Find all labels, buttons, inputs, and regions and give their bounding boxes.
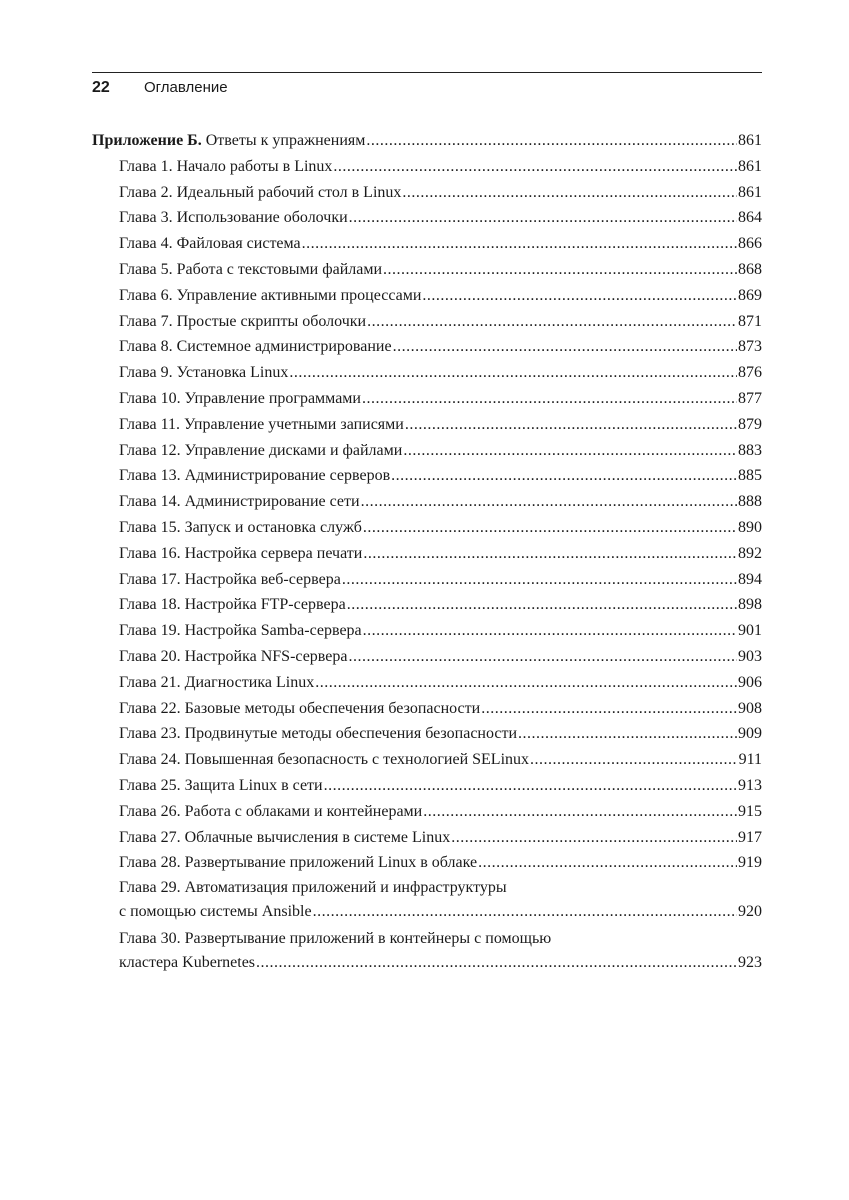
toc-entry-title: Глава 9. Установка Linux — [119, 364, 289, 382]
toc-page-number: 913 — [738, 776, 762, 794]
toc-entry-chapter-21[interactable] — [92, 670, 762, 696]
toc-entry-title: Глава 22. Базовые методы обеспечения безопасности — [119, 699, 481, 717]
toc-entry-title: Глава 13. Администрирование серверов — [119, 467, 391, 485]
leader-dots — [405, 412, 737, 438]
leader-dots — [256, 951, 737, 975]
toc-entry-title: Глава 14. Администрирование сети — [119, 493, 360, 511]
toc-page-number: 915 — [738, 802, 762, 820]
toc-entry-chapter-22[interactable] — [92, 696, 762, 722]
leader-dots — [361, 489, 737, 515]
toc-page-number: 869 — [738, 286, 762, 304]
toc-page-number: 883 — [738, 441, 762, 459]
toc-entry-title: Глава 18. Настройка FTP-сервера — [119, 596, 346, 614]
leader-dots — [383, 257, 737, 283]
toc-entry-title-line1: Глава 30. Развертывание приложений в контейнеры с помощью — [119, 930, 552, 948]
toc-page-number: 909 — [738, 725, 762, 743]
toc-entry-title: Глава 10. Управление программами — [119, 389, 361, 407]
toc-entry-chapter-29[interactable] — [92, 876, 762, 924]
toc-entry-chapter-5[interactable] — [92, 257, 762, 283]
toc-page-number: 906 — [738, 673, 762, 691]
toc-entry-chapter-7[interactable] — [92, 309, 762, 335]
leader-dots — [402, 180, 737, 206]
toc-entry-title: Глава 15. Запуск и остановка служб — [119, 518, 362, 536]
toc-page-number: 890 — [738, 518, 762, 536]
toc-entry-title: Глава 19. Настройка Samba-сервера — [119, 622, 362, 640]
toc-entry-chapter-14[interactable] — [92, 489, 762, 515]
leader-dots — [362, 386, 737, 412]
toc-entry-title: Глава 23. Продвинутые методы обеспечения безопасности — [119, 725, 518, 743]
toc-entry-chapter-30[interactable] — [92, 927, 762, 975]
leader-dots — [315, 670, 737, 696]
toc-page-number: 920 — [738, 903, 762, 921]
leader-dots — [391, 463, 737, 489]
leader-dots — [451, 825, 737, 851]
toc-page-number: 903 — [738, 647, 762, 665]
toc-page-number: 888 — [738, 493, 762, 511]
toc-entry-chapter-1[interactable] — [92, 154, 762, 180]
toc-page-number: 879 — [738, 415, 762, 433]
toc-entry-chapter-26[interactable] — [92, 799, 762, 825]
toc-entry-chapter-10[interactable] — [92, 386, 762, 412]
toc-entry-title: Глава 5. Работа с текстовыми файлами — [119, 260, 383, 278]
toc-page-number: 901 — [738, 622, 762, 640]
leader-dots — [313, 900, 737, 924]
toc-entry-chapter-4[interactable] — [92, 231, 762, 257]
leader-dots — [393, 334, 737, 360]
toc-entry-chapter-18[interactable] — [92, 592, 762, 618]
toc-entry-title: Глава 16. Настройка сервера печати — [119, 544, 363, 562]
leader-dots — [349, 205, 737, 231]
leader-dots — [363, 515, 737, 541]
toc-page-number: 892 — [738, 544, 762, 562]
toc-page-number: 908 — [738, 699, 762, 717]
toc-entry-chapter-19[interactable] — [92, 618, 762, 644]
toc-entry-title: Глава 3. Использование оболочки — [119, 209, 348, 227]
toc-entry-chapter-9[interactable] — [92, 360, 762, 386]
toc-entry-chapter-16[interactable] — [92, 541, 762, 567]
leader-dots — [348, 644, 737, 670]
toc-entry-title: Глава 25. Защита Linux в сети — [119, 776, 323, 794]
leader-dots — [324, 773, 737, 799]
toc-entry-chapter-20[interactable] — [92, 644, 762, 670]
toc-entry-title: Глава 7. Простые скрипты оболочки — [119, 312, 367, 330]
toc-page-number: 923 — [738, 954, 762, 972]
leader-dots — [403, 438, 737, 464]
toc-page-number: 864 — [738, 209, 762, 227]
toc-page-number: 866 — [738, 235, 762, 253]
leader-dots — [363, 618, 737, 644]
toc-entry-title: Глава 27. Облачные вычисления в системе Linux — [119, 828, 451, 846]
leader-dots — [530, 747, 738, 773]
toc-entry-chapter-8[interactable] — [92, 334, 762, 360]
toc-entry-title: Глава 28. Развертывание приложений Linux в облаке — [119, 854, 478, 872]
toc-entry-chapter-25[interactable] — [92, 773, 762, 799]
toc-entry-title: Глава 21. Диагностика Linux — [119, 673, 315, 691]
toc-entry-chapter-23[interactable] — [92, 721, 762, 747]
toc-page-number: 877 — [738, 389, 762, 407]
toc-entry-title: Глава 2. Идеальный рабочий стол в Linux — [119, 183, 402, 201]
toc-entry-chapter-17[interactable] — [92, 567, 762, 593]
leader-dots — [289, 360, 737, 386]
toc-entry-title: Глава 8. Системное администрирование — [119, 338, 392, 356]
toc-page-number: 873 — [738, 338, 762, 356]
toc-entry-title: Глава 20. Настройка NFS-сервера — [119, 647, 348, 665]
toc-entry-title: Глава 6. Управление активными процессами — [119, 286, 422, 304]
toc-entry-title: Глава 1. Начало работы в Linux — [119, 157, 333, 175]
toc-appendix-entry[interactable] — [92, 128, 762, 154]
running-title: Оглавление — [144, 79, 228, 96]
leader-dots — [347, 592, 737, 618]
toc-page-number: 885 — [738, 467, 762, 485]
toc-page-number: 861 — [738, 132, 762, 149]
leader-dots — [367, 309, 737, 335]
toc-page-number: 861 — [738, 157, 762, 175]
leader-dots — [363, 541, 737, 567]
toc-entry-title: Глава 24. Повышенная безопасность с технологией SELinux — [119, 751, 530, 769]
toc-entry-title-line1: Глава 29. Автоматизация приложений и инфраструктуры — [119, 879, 507, 897]
leader-dots — [481, 696, 737, 722]
toc-entry-chapter-3[interactable] — [92, 205, 762, 231]
toc-entry-chapter-12[interactable] — [92, 438, 762, 464]
toc-page-number: 868 — [738, 260, 762, 278]
toc-page-number: 911 — [738, 751, 762, 769]
leader-dots — [423, 799, 737, 825]
running-header — [92, 72, 762, 97]
toc-page-number: 871 — [738, 312, 762, 330]
toc-entry-chapter-27[interactable] — [92, 825, 762, 851]
toc-page-number: 876 — [738, 364, 762, 382]
toc-entry-chapter-6[interactable] — [92, 283, 762, 309]
toc-page-number: 898 — [738, 596, 762, 614]
toc-entry-chapter-28[interactable] — [92, 850, 762, 876]
toc-entry-title: Глава 4. Файловая система — [119, 235, 301, 253]
toc-entry-chapter-24[interactable] — [92, 747, 762, 773]
table-of-contents — [92, 128, 762, 975]
chapter-list — [92, 154, 762, 876]
toc-entry-chapter-2[interactable] — [92, 180, 762, 206]
leader-dots — [302, 231, 737, 257]
toc-entry-title: Глава 11. Управление учетными записями — [119, 415, 404, 433]
leader-dots — [333, 154, 737, 180]
toc-page-number: 894 — [738, 570, 762, 588]
leader-dots — [342, 567, 737, 593]
leader-dots — [478, 850, 737, 876]
toc-entry-title — [92, 128, 365, 154]
toc-entry-chapter-11[interactable] — [92, 412, 762, 438]
appendix-title: Ответы к упражнениям — [205, 132, 366, 149]
toc-entry-title-line2: с помощью системы Ansible — [119, 903, 312, 921]
toc-entry-title: Глава 26. Работа с облаками и контейнерами — [119, 802, 423, 820]
page-number: 22 — [92, 79, 110, 96]
leader-dots — [518, 721, 737, 747]
toc-entry-chapter-13[interactable] — [92, 463, 762, 489]
leader-dots — [422, 283, 737, 309]
toc-entry-title-line2: кластера Kubernetes — [119, 954, 256, 972]
leader-dots — [366, 128, 737, 154]
toc-entry-title: Глава 12. Управление дисками и файлами — [119, 441, 403, 459]
toc-entry-title: Глава 17. Настройка веб-сервера — [119, 570, 341, 588]
toc-page-number: 861 — [738, 183, 762, 201]
toc-page-number: 917 — [738, 828, 762, 846]
toc-page-number: 919 — [738, 854, 762, 872]
appendix-label: Приложение Б. — [92, 132, 202, 149]
toc-entry-chapter-15[interactable] — [92, 515, 762, 541]
